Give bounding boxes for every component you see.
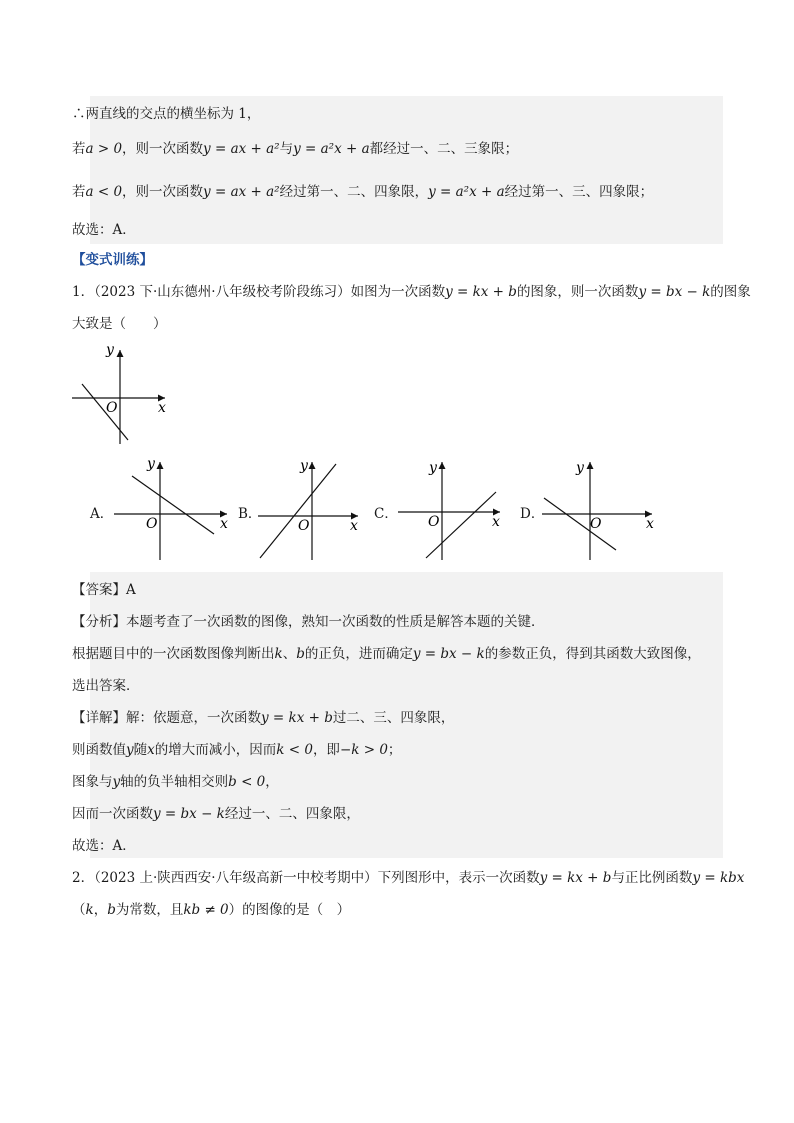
math: y [112,774,121,790]
y-label: y [106,342,114,358]
option-c-graph[interactable] [396,456,516,566]
origin-label: O [146,516,158,532]
text: 的正负，进而确定 [304,646,413,662]
text: ， [93,902,108,918]
x-label: x [220,516,228,532]
math: y = a²x + a [293,141,370,157]
text: 因而一次函数 [72,806,153,822]
text: ∴两直线的交点的横坐标为 1， [72,106,261,122]
y-label: y [300,458,308,474]
option-b-svg [256,456,376,566]
math: k [274,646,283,662]
text: 轴的负半轴相交则 [120,774,229,790]
text: ； [387,742,402,758]
solution-line [72,220,136,240]
answer-line [72,580,136,600]
origin-label: O [106,400,118,416]
math: y = ax + a² [203,184,280,200]
math: y = kx + b [539,870,612,886]
question-2-stem [72,868,744,888]
text: 则函数值 [72,742,126,758]
math: kb ≠ 0 [183,902,229,918]
option-d-svg [540,456,660,566]
solution-line [72,182,653,202]
option-d-graph[interactable] [540,456,660,566]
x-label: x [646,516,654,532]
text: 1．（2023 下·山东德州·八年级校考阶段练习）如图为一次函数 [72,284,446,300]
option-a-svg [112,456,232,566]
text: 2．（2023 上·陕西西安·八年级高新一中校考期中）下列图形中，表示一次函数 [72,870,540,886]
math: k < 0 [276,742,313,758]
detail-line [72,804,360,824]
x-label: x [158,400,166,416]
text: ，则一次函数 [122,184,204,200]
math: y = ax + a² [203,141,280,157]
text: 经过第一、二、四象限， [279,184,429,200]
function-line [82,384,128,440]
option-c-label[interactable]: C． [374,506,398,522]
detail-line [72,836,136,856]
question-2-stem-cont [72,900,350,920]
analysis-line [72,676,140,696]
text: （ [72,902,86,918]
math: y = kx + b [445,284,517,300]
text: 的图象 [710,284,751,300]
math: b [296,646,305,662]
text: ，即 [312,742,340,758]
text: 根据题目中的一次函数图像判断出 [72,646,275,662]
math: a < 0 [85,184,123,200]
text: 若 [72,141,86,157]
question-figure [70,340,180,450]
math: y = kx + b [261,710,333,726]
origin-label: O [298,518,310,534]
option-c-svg [396,456,516,566]
function-line [544,498,616,550]
text: 选出答案． [72,678,140,694]
option-d-label[interactable]: D． [520,506,545,522]
math: y = kbx [692,870,745,886]
text: 的图象，则一次函数 [516,284,639,300]
text: 与正比例函数 [611,870,693,886]
function-line [132,476,214,534]
text: 故选：A． [72,838,136,854]
text: 若 [72,184,86,200]
text: 、 [282,646,297,662]
question-1-stem-cont [72,314,167,334]
text: 故选：A． [72,222,136,238]
math: x [147,742,155,758]
x-label: x [492,514,500,530]
math: y = a²x + a [428,184,505,200]
text: 过二、三、四象限， [332,710,455,726]
text: 图象与 [72,774,113,790]
figure-svg [70,340,180,450]
section-title: 【变式训练】 [72,252,153,268]
text: 【答案】A [72,582,136,598]
option-b-graph[interactable] [256,456,376,566]
y-label: y [147,456,155,472]
math: y [126,742,134,758]
x-label: x [350,518,358,534]
origin-label: O [428,514,440,530]
detail-line [72,772,279,792]
origin-label: O [590,516,602,532]
detail-line [72,708,454,728]
option-a-label[interactable]: A． [90,506,114,522]
y-label: y [429,460,437,476]
math: b < 0 [228,774,266,790]
text: 的增大而减小，因而 [154,742,277,758]
text: 【分析】本题考查了一次函数的图像，熟知一次函数的性质是解答本题的关键． [72,614,545,630]
text: 随 [133,742,148,758]
function-line [260,464,336,558]
text: ，则一次函数 [122,141,204,157]
text: ， [265,774,279,790]
math: k [85,902,94,918]
option-b-label[interactable]: B． [238,506,262,522]
text: 大致是（ ） [72,316,167,332]
text: 与 [279,141,294,157]
math: y = bx − k [412,646,485,662]
text: 的参数正负，得到其函数大致图像， [484,646,701,662]
option-a-graph[interactable] [112,456,232,566]
text: ）的图像的是（ ） [228,902,351,918]
text: 经过第一、三、四象限； [504,184,654,200]
analysis-line [72,612,545,632]
solution-line [72,104,260,124]
analysis-line [72,644,701,664]
solution-line [72,139,518,159]
math: b [107,902,116,918]
math: a > 0 [85,141,123,157]
math: y = bx − k [153,806,225,822]
question-1-stem [72,282,751,302]
text: 【详解】解：依题意，一次函数 [72,710,261,726]
detail-line [72,740,401,760]
math: y = bx − k [638,284,711,300]
text: 都经过一、二、三象限； [369,141,519,157]
text: 为常数，且 [115,902,184,918]
text: 经过一、二、四象限， [224,806,360,822]
math: −k > 0 [339,742,388,758]
y-label: y [576,460,584,476]
